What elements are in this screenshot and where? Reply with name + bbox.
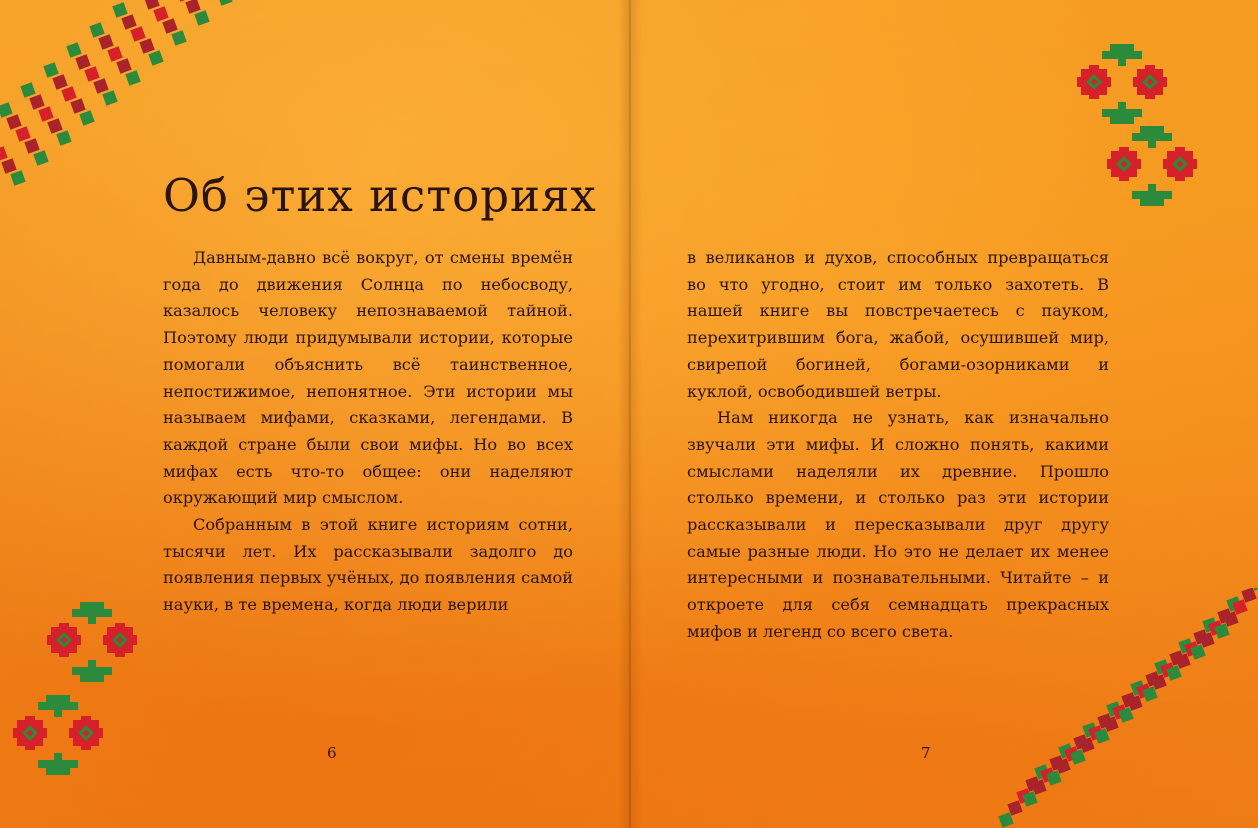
page-title: Об этих историях [163, 169, 597, 222]
left-body-text [163, 245, 573, 619]
page-number-right: 7 [921, 744, 931, 762]
right-page [630, 0, 1258, 828]
page-number-left: 6 [327, 744, 337, 762]
flower-motif-top-right-icon [1070, 40, 1200, 210]
embroidery-band-bottom-right-icon [998, 588, 1258, 828]
paragraph: Давным-давно всё вокруг, от смены времён года до движения Солнца по небосводу, казалось человеку непознаваемой тайной. Поэтому люди придумывали истории, которые помогали объяснить всё таинственное, непостижимое, непонятное. Эти истории мы называем мифами, сказками, легендами. В каждой стране были свои мифы. Но во всех мифах есть что-то общее: они наделяют окружающий мир смыслом. [163, 248, 573, 508]
flower-motif-bottom-left-icon [0, 595, 150, 785]
right-body-text [687, 245, 1109, 646]
left-page [0, 0, 628, 828]
embroidery-band-top-left-icon [0, 0, 260, 190]
paragraph: в великанов и духов, способных превращаться во что угодно, стоит им только захотеть. В нашей книге вы повстречаетесь с пауком, перехитрившим бога, жабой, осушившей мир, свирепой богиней, богами-озорниками и куклой, освободившей ветры. [687, 248, 1109, 401]
paragraph: Собранным в этой книге историям сотни, тысячи лет. Их рассказывали задолго до появления первых учёных, до появления самой науки, в те времена, когда люди верили [163, 515, 573, 615]
paragraph: Нам никогда не узнать, как изначально звучали эти мифы. И сложно понять, какими смыслами наделяли их древние. Прошло столько времени, и столько раз эти истории рассказывали и пересказывали друг другу самые разные люди. Но это не делает их менее интересными и познавательными. Читайте – и откроете для себя семнадцать прекрасных мифов и легенд со всего света. [687, 408, 1109, 641]
